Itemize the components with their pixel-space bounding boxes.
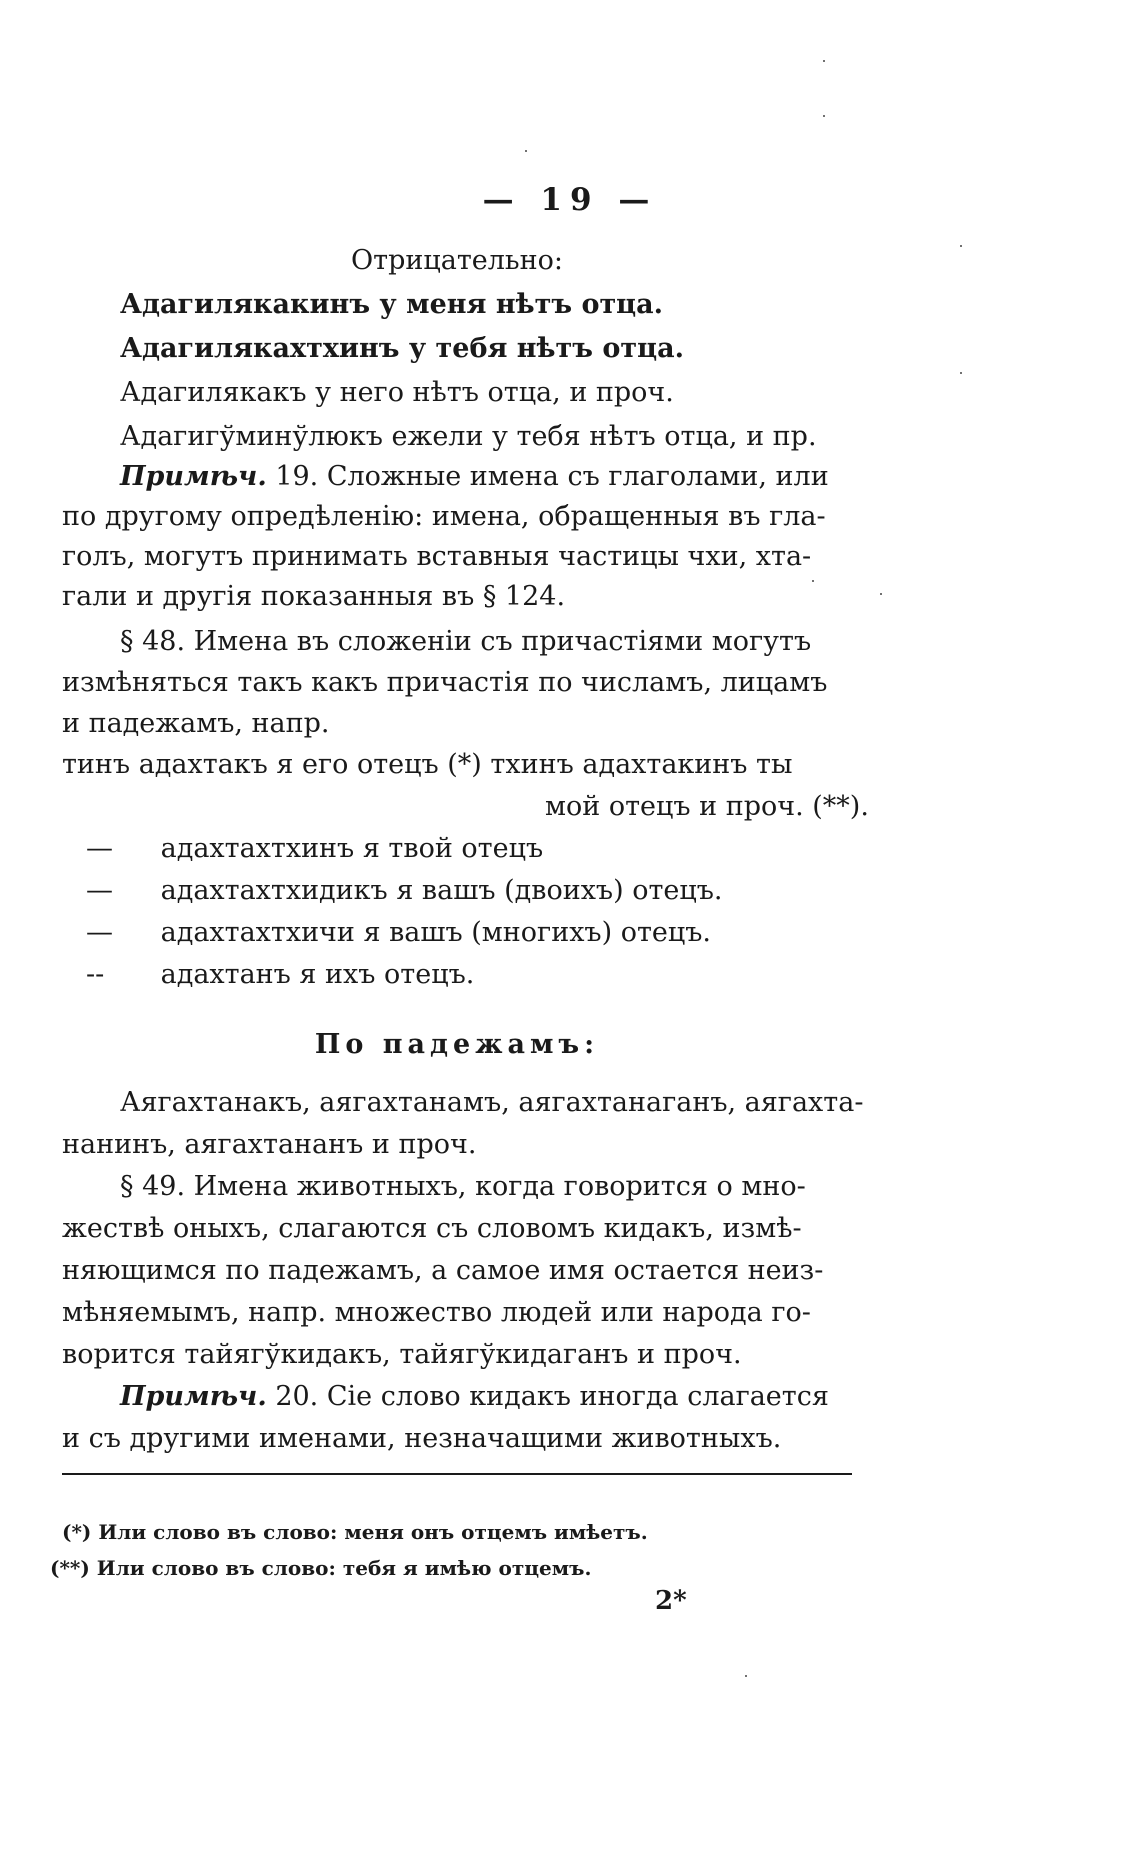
- section-49-line: мѣняемымъ, напр. множество людей или народа го-: [62, 1297, 811, 1328]
- note-19-line: [120, 460, 829, 494]
- heading-cases: По падежамъ:: [314, 1029, 600, 1060]
- negative-example: Адагилякахтхинъ у тебя нѣтъ отца.: [120, 333, 684, 364]
- section-48-line: и падежамъ, напр.: [62, 708, 330, 739]
- printer-signature: 2*: [655, 1586, 687, 1616]
- negative-example: Адагигўминўлюкъ ежели у тебя нѣтъ отца, и пр.: [120, 421, 817, 452]
- dash: —: [86, 875, 113, 906]
- scan-speck: [812, 580, 814, 582]
- note-label: Примѣч.: [120, 1381, 267, 1412]
- section-49-line: няющимся по падежамъ, а самое имя остается неиз-: [62, 1255, 824, 1286]
- dashed-example-text: адахтахтхинъ я твой отецъ: [160, 833, 544, 864]
- note-text: 19. Сложные имена съ глаголами, или: [275, 461, 829, 492]
- dashed-example-text: адахтахтхичи я вашъ (многихъ) отецъ.: [160, 917, 712, 948]
- scan-speck: [745, 1675, 747, 1677]
- heading-negative: Отрицательно:: [351, 245, 563, 276]
- page-number: — 19 —: [482, 182, 658, 218]
- dashed-example: [86, 874, 723, 908]
- note-20-line: [120, 1380, 829, 1414]
- scan-speck: [880, 593, 882, 595]
- dash: --: [86, 959, 105, 990]
- example-line: мой отецъ и проч. (**).: [545, 791, 869, 822]
- dashed-example-text: адахтахтхидикъ я вашъ (двоихъ) отецъ.: [160, 875, 723, 906]
- note-19-line: голъ, могутъ принимать вставныя частицы чхи, хта-: [62, 541, 812, 572]
- note-20-line: и съ другими именами, незначащими животныхъ.: [62, 1423, 782, 1454]
- section-49-line: жествѣ оныхъ, слагаются съ словомъ кидакъ, измѣ-: [62, 1213, 802, 1244]
- section-49-line: ворится тайягўкидакъ, тайягўкидаганъ и проч.: [62, 1339, 742, 1370]
- note-text: 20. Сіе слово кидакъ иногда слагается: [275, 1381, 829, 1412]
- dashed-example: [86, 916, 711, 950]
- dashed-example: [86, 958, 474, 992]
- scan-speck: [525, 150, 527, 152]
- scan-speck: [823, 60, 825, 62]
- section-49-line: § 49. Имена животныхъ, когда говорится о мно-: [120, 1171, 806, 1202]
- cases-line: нанинъ, аягахтананъ и проч.: [62, 1129, 477, 1160]
- dashed-example: [86, 832, 543, 866]
- footnote: (*) Или слово въ слово: меня онъ отцемъ имѣетъ.: [62, 1520, 648, 1544]
- negative-example: Адагилякакъ у него нѣтъ отца, и проч.: [120, 377, 674, 408]
- dashed-example-text: адахтанъ я ихъ отецъ.: [160, 959, 475, 990]
- footnote-divider: [62, 1473, 852, 1475]
- note-19-line: гали и другія показанныя въ § 124.: [62, 581, 566, 612]
- section-48-line: измѣняться такъ какъ причастія по числамъ, лицамъ: [62, 667, 828, 698]
- scan-speck: [960, 372, 962, 374]
- cases-line: Аягахтанакъ, аягахтанамъ, аягахтанаганъ, аягахта-: [120, 1087, 864, 1118]
- note-19-line: по другому опредѣленію: имена, обращенныя въ гла-: [62, 501, 826, 532]
- scan-speck: [960, 245, 962, 247]
- note-label: Примѣч.: [120, 461, 267, 492]
- scan-speck: [823, 115, 825, 117]
- footnote: (**) Или слово въ слово: тебя я имѣю отцемъ.: [50, 1556, 592, 1580]
- dash: —: [86, 917, 113, 948]
- example-line: тинъ адахтакъ я его отецъ (*) тхинъ адахтакинъ ты: [62, 749, 793, 780]
- negative-example: Адагилякакинъ у меня нѣтъ отца.: [120, 289, 664, 320]
- section-48-line: § 48. Имена въ сложеніи съ причастіями могутъ: [120, 626, 812, 657]
- dash: —: [86, 833, 113, 864]
